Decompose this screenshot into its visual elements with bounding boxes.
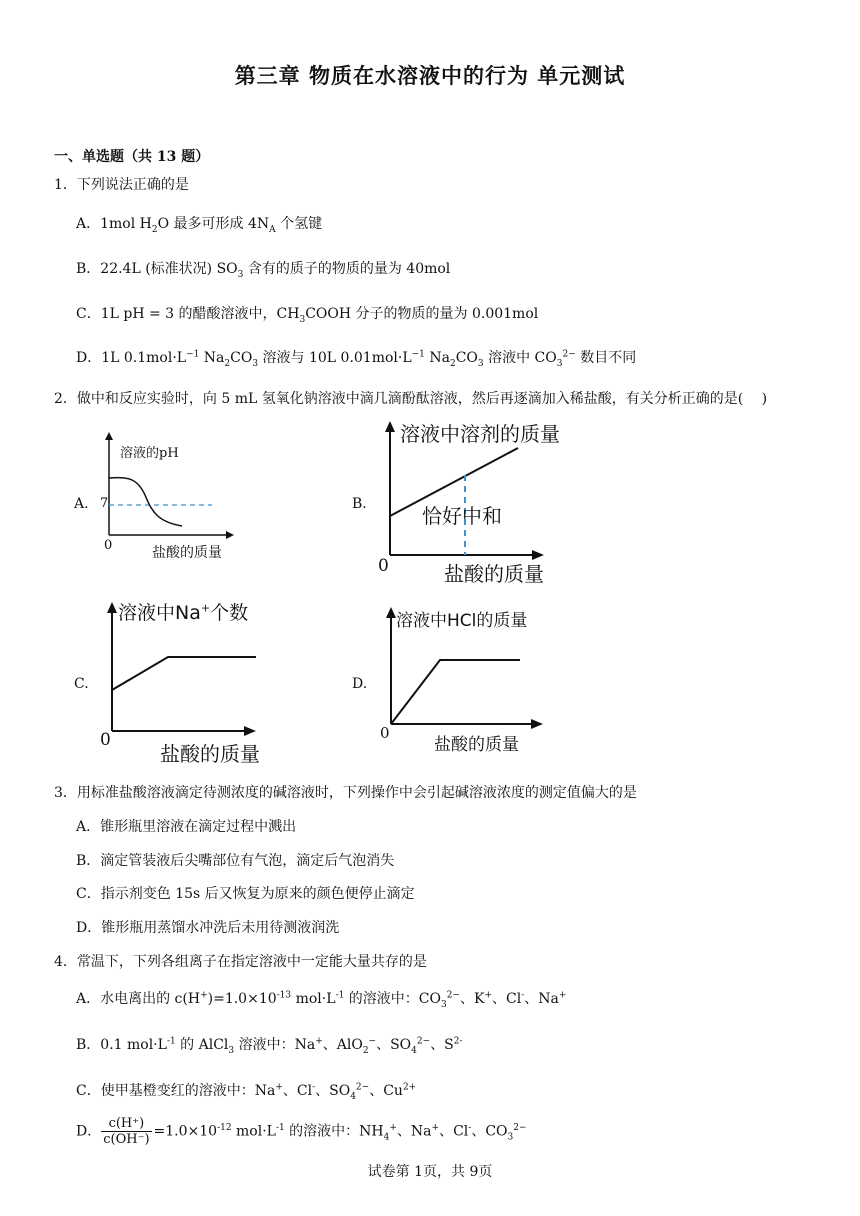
- chart-d-ylabel: 溶液中HCl的质量: [396, 611, 528, 631]
- chart-d-line: [391, 660, 520, 724]
- question-4-option-d: D． $\frac{c(H^+)}{c(OH^-)}$ $=1.0\times 10^{-12}$ $mol\cdot L^{-1}$ 的溶液中：$NH_4^+$、Na+、Cl-、$CO_3^{2-}$: [76, 1116, 527, 1147]
- chart-a-tick-7: 7: [100, 496, 109, 511]
- chart-c: [96, 598, 276, 768]
- question-3-stem: 3．用标准盐酸溶液滴定待测浓度的碱溶液时，下列操作中会引起碱溶液浓度的测定值偏大的是: [54, 785, 637, 801]
- chart-b-xlabel: 盐酸的质量: [444, 562, 544, 586]
- chart-c-xlabel: 盐酸的质量: [160, 742, 260, 766]
- chart-a-y-arrow: [105, 432, 113, 440]
- question-4-option-b: B．0.1 $mol\cdot L^{-1}$ 的 AlCl$_3$ 溶液中：Na+、AlO$_2$−、$SO_4^{2-}$、$S^{2-}$: [76, 1036, 463, 1056]
- chart-d-x-arrow: [531, 719, 543, 729]
- question-2-option-b-label: B.: [352, 496, 367, 512]
- chart-b: [372, 418, 572, 588]
- ratio-fraction: $\frac{c(H^+)}{c(OH^-)}$: [103, 1116, 150, 1147]
- question-2-option-a-label: A.: [74, 496, 89, 512]
- question-2-option-d-label: D.: [352, 676, 368, 692]
- question-3-option-a: A．锥形瓶里溶液在滴定过程中溅出: [76, 819, 297, 835]
- chart-a-ylabel: 溶液的pH: [120, 446, 179, 461]
- question-1-option-c: C．1L pH = 3 的醋酸溶液中，$CH_3COOH$ 分子的物质的量为 0.001mol: [76, 306, 539, 325]
- chart-c-y-arrow: [107, 602, 117, 613]
- chart-a-x-arrow: [226, 531, 234, 539]
- chart-b-origin: 0: [378, 556, 389, 576]
- chart-a: [90, 430, 250, 570]
- question-1-stem: 1．下列说法正确的是: [54, 177, 189, 193]
- chart-b-ylabel: 溶液中溶剂的质量: [400, 422, 560, 446]
- page-footer: 试卷第 1页，共 9页: [367, 1164, 493, 1180]
- chart-c-origin: 0: [100, 730, 111, 750]
- question-4-stem: 4．常温下，下列各组离子在指定溶液中一定能大量共存的是: [54, 954, 427, 970]
- page-title: 第三章 物质在水溶液中的行为 单元测试: [234, 64, 626, 88]
- question-3-option-b: B．滴定管装液后尖嘴部位有气泡，滴定后气泡消失: [76, 853, 395, 869]
- section-heading: 一、单选题（共 13 题）: [54, 149, 210, 165]
- chart-c-line: [112, 657, 256, 690]
- chart-a-origin: 0: [104, 538, 113, 553]
- chart-b-y-arrow: [385, 421, 395, 432]
- question-1-option-a: A．1mol $H_2O$ 最多可形成 $4N_A$ 个氢键: [76, 216, 323, 235]
- question-3-option-c: C．指示剂变色 15s 后又恢复为原来的颜色便停止滴定: [76, 886, 415, 902]
- question-2-stem: 2．做中和反应实验时，向 5 mL 氢氧化钠溶液中滴几滴酚酞溶液，然后再逐滴加入稀盐酸，有关分析正确的是( ): [54, 391, 768, 407]
- chart-b-annotation: 恰好中和: [422, 504, 502, 528]
- question-1-option-b: B．22.4L (标准状况) $SO_3$ 含有的质子的物质的量为 40mol: [76, 261, 451, 280]
- chart-d-y-arrow: [386, 607, 396, 618]
- question-4-option-a: A．水电离出的 $c(H^+)=1.0\times 10^{-13}$ $mol\cdot L^{-1}$ 的溶液中：$CO_3^{2-}$、K+、Cl-、Na+: [76, 990, 567, 1010]
- chart-c-x-arrow: [244, 726, 256, 736]
- question-3-option-d: D．锥形瓶用蒸馏水冲洗后未用待测液润洗: [76, 920, 340, 936]
- chart-a-curve: [109, 478, 182, 526]
- question-1-option-d: D．1L $0.1mol\cdot L^{-1}$ $Na_2CO_3$ 溶液与 10L $0.01mol\cdot L^{-1}$ $Na_2CO_3$ 溶液中 $CO_3^{2-}$ 数目不同: [76, 349, 637, 369]
- chart-d-origin: 0: [380, 724, 390, 742]
- chart-c-ylabel: 溶液中Na+个数: [118, 601, 249, 624]
- chart-d: [380, 604, 560, 764]
- question-2-option-c-label: C.: [74, 676, 89, 692]
- chart-d-xlabel: 盐酸的质量: [434, 735, 519, 755]
- chart-a-xlabel: 盐酸的质量: [152, 545, 222, 561]
- question-4-option-c: C．使甲基橙变红的溶液中：Na+、Cl-、$SO_4^{2-}$、$Cu^{2+}$: [76, 1082, 417, 1102]
